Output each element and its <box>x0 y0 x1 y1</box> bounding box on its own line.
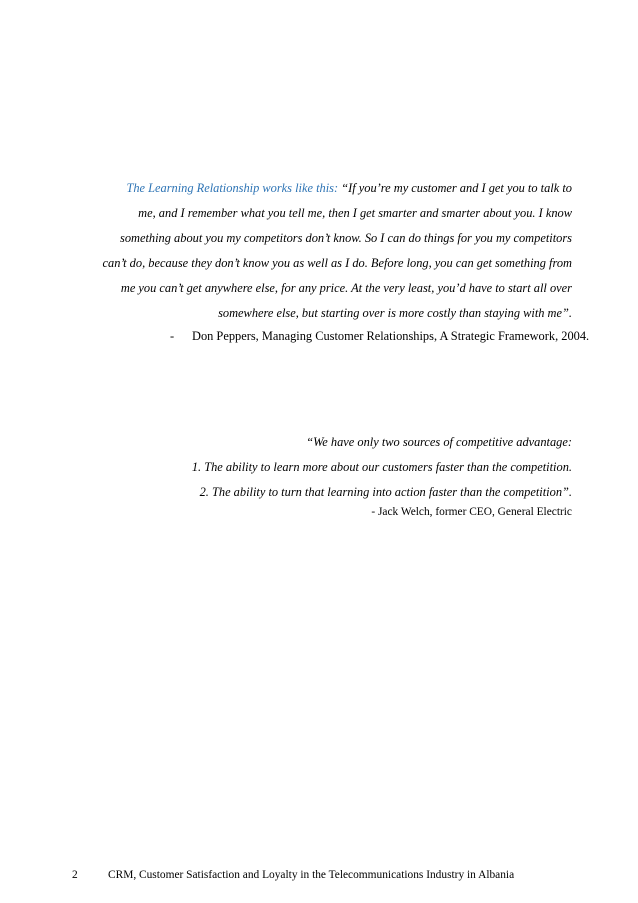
quote1-lead: The Learning Relationship works like this: <box>126 181 339 195</box>
quote2-line-3: 2. The ability to turn that learning into action faster than the competition”. <box>199 485 572 499</box>
peppers-attribution <box>170 328 590 344</box>
quote1-line-2: me, and I remember what you tell me, then I get smarter and smarter about you. I know <box>138 206 572 220</box>
quote1-line-4: can’t do, because they don’t know you as well as I do. Before long, you can get something from <box>102 256 572 270</box>
quote1-line-3: something about you my competitors don’t know. So I can do things for you my competitors <box>120 231 572 245</box>
page-number: 2 <box>72 869 78 881</box>
page-footer <box>72 867 572 883</box>
peppers-attribution-text: Don Peppers, Managing Customer Relationships, A Strategic Framework, 2004. <box>192 329 590 343</box>
competitive-advantage-quote <box>120 430 572 505</box>
learning-relationship-quote <box>60 176 572 326</box>
footer-title: CRM, Customer Satisfaction and Loyalty in the Telecommunications Industry in Albania <box>108 869 515 881</box>
quote2-line-1: “We have only two sources of competitive advantage: <box>306 435 572 449</box>
quote1-line-5: me you can’t get anywhere else, for any price. At the very least, you’d have to start all over <box>120 281 572 295</box>
attribution-dash: - <box>170 329 175 343</box>
quote1-line-1-text: “If you’re my customer and I get you to talk to <box>338 181 572 195</box>
quote1-line-1 <box>60 176 572 201</box>
quote2-line-2: 1. The ability to learn more about our customers faster than the competition. <box>191 460 572 474</box>
welch-attribution: - Jack Welch, former CEO, General Electric <box>371 506 572 518</box>
quote1-line-6: somewhere else, but starting over is more costly than staying with me”. <box>218 306 572 320</box>
